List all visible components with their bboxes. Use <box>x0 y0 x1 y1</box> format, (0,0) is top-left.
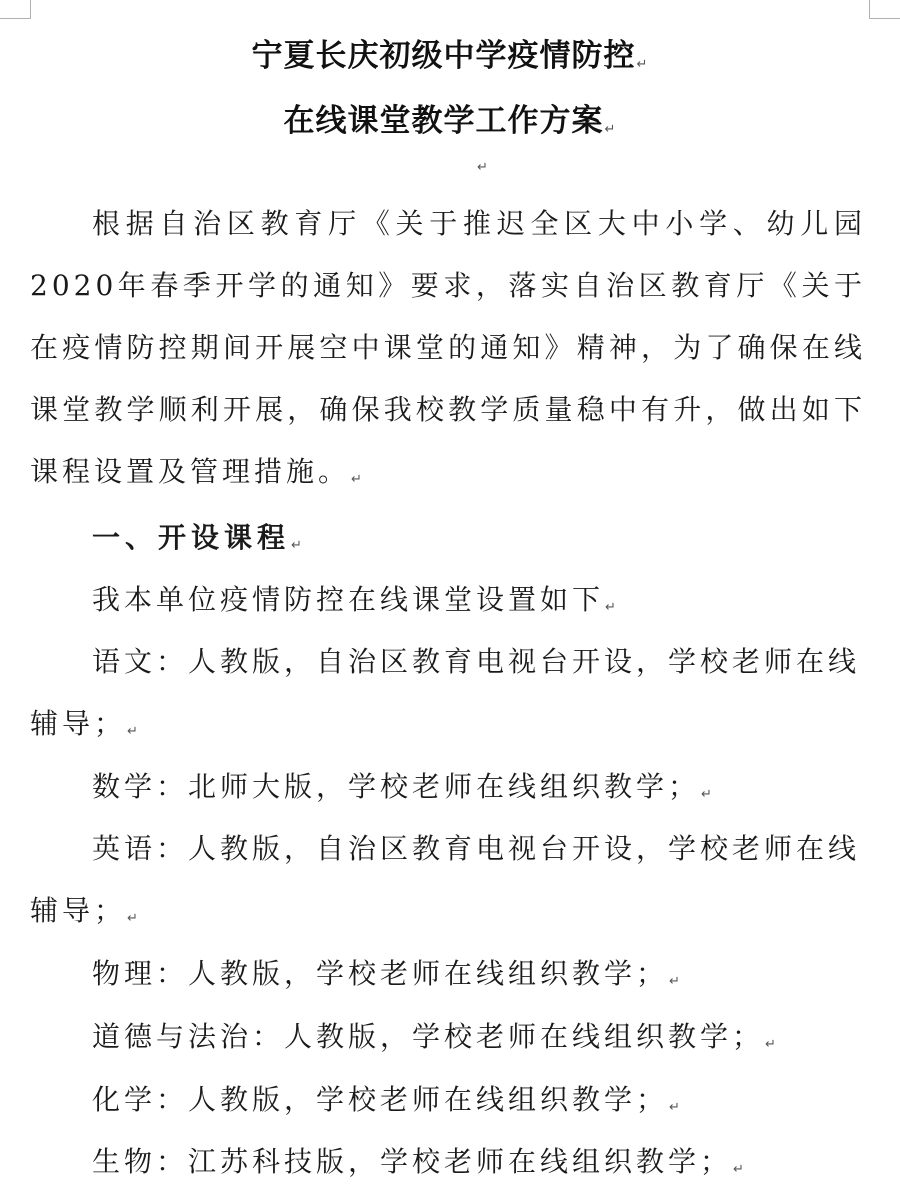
section-lead-paragraph: 我本单位疫情防控在线课堂设置如下↵ <box>92 583 620 616</box>
course-item-english: 英语：人教版，自治区教育电视台开设，学校老师在线辅导；↵ <box>30 832 861 927</box>
intro-paragraph: 根据自治区教育厅《关于推迟全区大中小学、幼儿园2020年春季开学的通知》要求，落实自治区教育厅《关于在疫情防控期间开展空中课堂的通知》精神，为了确保在线课堂教学顺利开展，确保我校教学质量稳中有升，做出如下课程设置及管理措施。↵ <box>30 207 866 488</box>
paragraph-mark-icon: ↵ <box>701 787 716 802</box>
paragraph-mark-icon: ↵ <box>636 57 649 72</box>
paragraph-mark-icon: ↵ <box>604 122 617 137</box>
course-item-biology: 生物：江苏科技版，学校老师在线组织教学；↵ <box>92 1145 748 1178</box>
paragraph-mark-icon: ↵ <box>351 472 366 487</box>
empty-paragraph-mark-icon: ↵ <box>477 160 488 175</box>
paragraph-mark-icon: ↵ <box>669 1100 684 1115</box>
crop-mark-left <box>0 0 31 19</box>
paragraph-mark-icon: ↵ <box>291 538 307 553</box>
paragraph-mark-icon: ↵ <box>733 1162 748 1177</box>
paragraph-mark-icon: ↵ <box>669 974 684 989</box>
course-item-math: 数学：北师大版，学校老师在线组织教学；↵ <box>92 770 716 803</box>
section-heading-courses: 一、开设课程↵ <box>92 521 307 554</box>
paragraph-mark-icon: ↵ <box>765 1037 780 1052</box>
course-item-morality-law: 道德与法治：人教版，学校老师在线组织教学；↵ <box>92 1020 780 1053</box>
course-item-chemistry: 化学：人教版，学校老师在线组织教学；↵ <box>92 1083 684 1116</box>
course-item-chinese: 语文：人教版，自治区教育电视台开设，学校老师在线辅导；↵ <box>30 645 861 740</box>
paragraph-mark-icon: ↵ <box>605 600 620 615</box>
course-item-physics: 物理：人教版，学校老师在线组织教学；↵ <box>92 957 684 990</box>
paragraph-mark-icon: ↵ <box>127 911 142 926</box>
paragraph-mark-icon: ↵ <box>127 724 142 739</box>
document-title-line-2: 在线课堂教学工作方案↵ <box>283 103 617 139</box>
crop-mark-right <box>869 0 900 19</box>
document-title-line-1: 宁夏长庆初级中学疫情防控↵ <box>251 38 649 74</box>
